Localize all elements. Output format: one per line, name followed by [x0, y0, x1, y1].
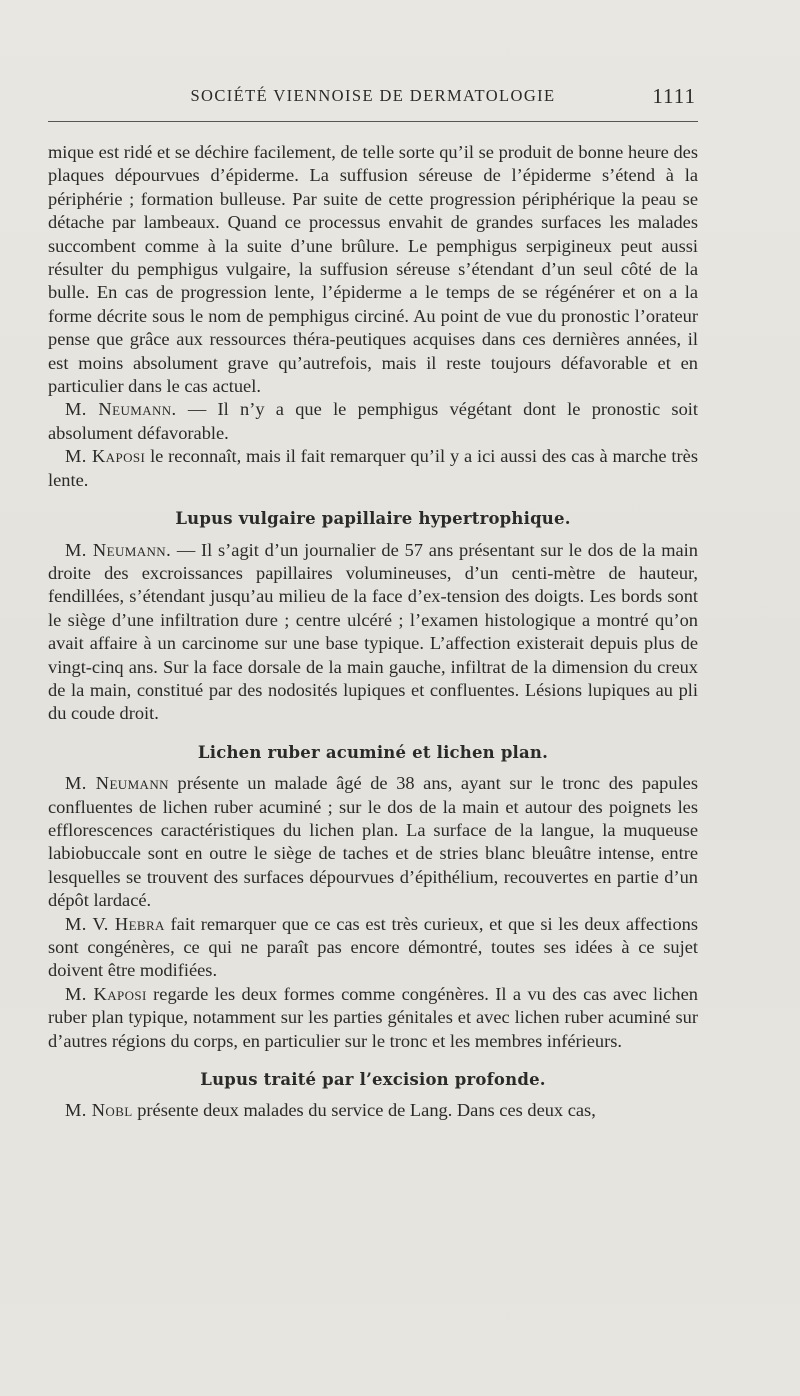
paragraph-hebra-comment	[48, 913, 698, 983]
speaker-name: M. V. Hebra	[65, 913, 165, 934]
page-body	[48, 141, 698, 1123]
paragraph-text: mique est ridé et se déchire facilement, de telle sorte qu’il se produit de bonne heure des plaques dépourvues d’épiderme. La suffusion séreuse de l’épiderme s’étend à la périphérie ; formation bulleuse. Par suite de cette progression périphérique la peau se détache par lambeaux. Quand ce processus envahit de grandes surfaces les malades succombent comme à la suite d’une brûlure. Le pemphigus serpigineux peut aussi résulter du pemphigus vulgaire, la suffusion séreuse s’étendant d’un seul côté de la bulle. En cas de progression lente, l’épiderme a le temps de se régénérer et on a la forme décrite sous le nom de pemphigus circiné. Au point de vue du pronostic l’orateur pense que grâce aux ressources théra-peutiques acquises dans ces dernières années, il est moins absolument grave qu’autrefois, mais il reste toujours défavorable et en particulier dans le cas actuel.	[48, 142, 698, 397]
speaker-name: M. Neumann.	[65, 539, 172, 560]
paragraph-neumann-reply	[48, 398, 698, 445]
speaker-name: M. Kaposi	[65, 446, 146, 467]
paragraph-continued	[48, 141, 698, 398]
paragraph-text: — Il s’agit d’un journalier de 57 ans présentant sur le dos de la main droite des excroissances papillaires volumineuses, d’un centi-mètre de hauteur, fendillées, s’étendant jusqu’au milieu de la face d’ex-tension des doigts. Les bords sont le siège d’une infiltration dure ; centre ulcéré ; l’examen histologique a montré qu’on avait affaire à un carcinome sur une base typique. L’affection existerait depuis plus de vingt-cinq ans. Sur la face dorsale de la main gauche, infiltrat de la dimension du creux de la main, constitué par des nodosités lupiques et confluentes. Lésions lupiques au pli du coude droit.	[48, 539, 698, 724]
paragraph-kaposi-comment	[48, 983, 698, 1053]
section-heading-lupus-excision: Lupus traité par l’excision profonde.	[200, 1070, 546, 1090]
paragraph-text: le reconnaît, mais il fait remarquer qu’il y a ici aussi des cas à marche très lente.	[48, 446, 698, 490]
section-heading-lupus-vulgaire: Lupus vulgaire papillaire hypertrophique.	[175, 509, 571, 529]
paragraph-lichen-case	[48, 772, 698, 912]
speaker-name: M. Kaposi	[65, 983, 147, 1004]
speaker-name: M. Neumann.	[65, 399, 177, 420]
section-heading-lichen-ruber: Lichen ruber acuminé et lichen plan.	[197, 742, 549, 762]
paragraph-text: regarde les deux formes comme congénères. Il a vu des cas avec lichen ruber plan typique, notamment sur les parties génitales et avec lichen ruber acuminé sur d’autres régions du corps, en particulier sur le tronc et les membres inférieurs.	[48, 983, 698, 1051]
page-number: 1111	[652, 84, 696, 108]
paragraph-text: fait remarquer que ce cas est très curieux, et que si les deux affections sont congénères, ce qui ne paraît pas encore démontré, toutes ses idées à ce sujet doivent être modifiées.	[48, 913, 698, 981]
running-title: SOCIÉTÉ VIENNOISE DE DERMATOLOGIE	[190, 86, 556, 105]
paragraph-kaposi-reply	[48, 445, 698, 492]
speaker-name: M. Neumann	[65, 773, 169, 794]
header-rule	[48, 121, 698, 122]
paragraph-text: présente deux malades du service de Lang. Dans ces deux cas,	[132, 1100, 596, 1121]
paragraph-text: — Il n’y a que le pemphigus végétant dont le pronostic soit absolument défavorable.	[48, 399, 698, 443]
speaker-name: M. Nobl	[65, 1100, 133, 1121]
paragraph-lupus-case	[48, 539, 698, 726]
running-header	[48, 84, 698, 110]
paragraph-text: présente un malade âgé de 38 ans, ayant sur le tronc des papules confluentes de lichen ruber acuminé ; sur le dos de la main et autour des poignets les efflorescences caractéristiques du lichen plan. La surface de la langue, la muqueuse labiobuccale sont en outre le siège de taches et de stries blanc bleuâtre intense, entre lesquelles se trouvent des surfaces dépourvues d’épithélium, recouvertes en partie d’un dépôt lardacé.	[48, 773, 698, 911]
paragraph-nobl-case	[48, 1099, 698, 1122]
